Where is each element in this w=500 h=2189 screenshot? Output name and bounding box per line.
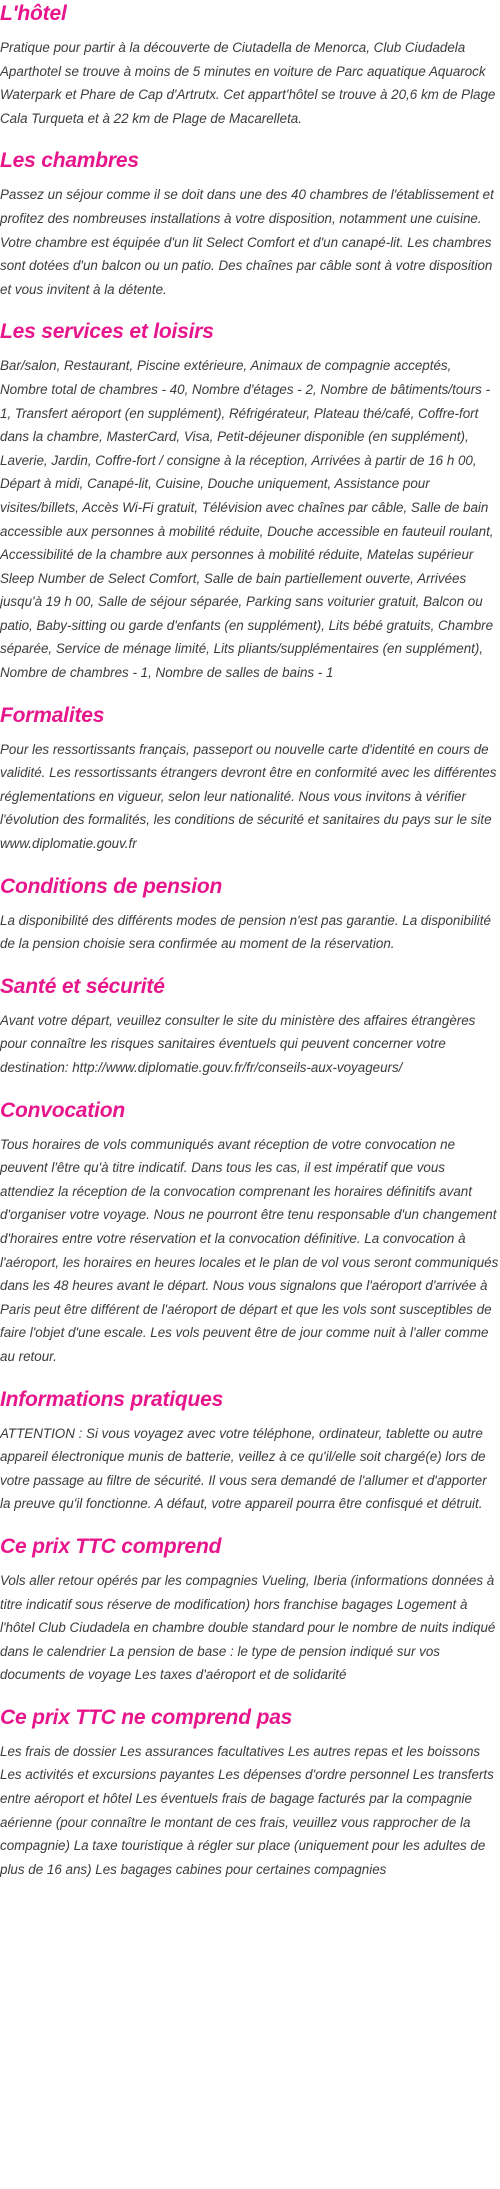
section-text-hotel: Pratique pour partir à la découverte de Ciutadella de Menorca, Club Ciudadela Aparthotel se trouve à moins de 5 minutes en voiture de Parc aquatique Aquarock Waterpark et Phare de Cap d'Artrutx. Cet appart'hôtel se trouve à 20,6 km de Plage Cala Turqueta et à 22 km de Plage de Macarelleta. [0, 40, 496, 126]
section-formalities [0, 702, 500, 856]
section-text-rooms: Passez un séjour comme il se doit dans une des 40 chambres de l'établissement et profitez des nombreuses installations à votre disposition, notamment une cuisine. Votre chambre est équipée d'un lit Select Comfort et d'un canapé-lit. Les chambres sont dotées d'un balcon ou un patio. Des chaînes par câble sont à votre disposition et vous invitent à la détente. [0, 187, 494, 297]
section-services [0, 318, 500, 684]
section-text-health-safety: Avant votre départ, veuillez consulter le site du ministère des affaires étrangères pour connaître les risques sanitaires éventuels qui peuvent concerner votre destination: http://www.diplomatie.gouv.fr/fr/conseils-aux-voyageurs/ [0, 1012, 476, 1075]
section-text-board-conditions: La disponibilité des différents modes de pension n'est pas garantie. La disponibilité de la pension choisie sera confirmée au moment de la réservation. [0, 912, 491, 952]
section-title-board-conditions: Conditions de pension [0, 874, 223, 898]
section-health-safety [0, 973, 500, 1080]
section-title-formalities: Formalites [0, 703, 105, 727]
section-title-services: Les services et loisirs [0, 320, 214, 344]
section-title-convocation: Convocation [0, 1098, 125, 1122]
section-price-includes [0, 1533, 500, 1687]
section-text-formalities: Pour les ressortissants français, passeport ou nouvelle carte d'identité en cours de validité. Les ressortissants étrangers devront être en conformité avec les différentes réglementations en vigueur, selon leur nationalité. Nous vous invitons à vérifier l'évolution des formalités, les conditions de sécurité et sanitaires du pays sur le site www.diplomatie.gouv.fr [0, 741, 497, 852]
section-title-hotel: L'hôtel [0, 2, 67, 25]
section-title-price-excludes: Ce prix TTC ne comprend pas [0, 1705, 293, 1729]
section-rooms [0, 147, 500, 301]
section-text-price-excludes: Les frais de dossier Les assurances facultatives Les autres repas et les boissons Les activités et excursions payantes Les dépenses d'ordre personnel Les transferts entre aéroport et hôtel Les éventuels frais de bagage facturés par la compagnie aérienne (pour connaître le montant de ces frais, veuillez vous rapprocher de la compagnie) La taxe touristique à régler sur place (uniquement pour les adultes de plus de 16 ans) Les bagages cabines pour certaines compagnies [0, 1743, 494, 1877]
section-board-conditions [0, 873, 500, 956]
section-hotel [0, 0, 500, 130]
section-title-practical-info: Informations pratiques [0, 1387, 224, 1411]
section-title-health-safety: Santé et sécurité [0, 974, 165, 998]
section-text-convocation: Tous horaires de vols communiqués avant réception de votre convocation ne peuvent l'être qu'à titre indicatif. Dans tous les cas, il est impératif que vous attendiez la réception de la convocation comprenant les horaires définitifs avant d'organiser votre voyage. Nous ne pourront être tenu responsable d'un changement d'horaires entre votre réservation et la convocation définitive. La convocation à l'aéroport, les horaires en heures locales et le plan de vol vous seront communiqués dans les 48 heures avant le départ. Nous vous signalons que l'aéroport d'arrivée à Paris peut être différent de l'aéroport de départ et que les vols sont susceptibles de faire l'objet d'une escale. Les vols peuvent être de jour comme nuit à l'aller comme au retour. [0, 1136, 499, 1364]
section-convocation [0, 1097, 500, 1369]
section-practical-info [0, 1386, 500, 1516]
section-title-price-includes: Ce prix TTC comprend [0, 1534, 222, 1558]
section-text-services: Bar/salon, Restaurant, Piscine extérieure, Animaux de compagnie acceptés, Nombre total de chambres - 40, Nombre d'étages - 2, Nombre de bâtiments/tours - 1, Transfert aéroport (en supplément), Réfrigérateur, Plateau thé/café, Coffre-fort dans la chambre, MasterCard, Visa, Petit-déjeuner disponible (en supplément), Laverie, Jardin, Coffre-fort / consigne à la réception, Arrivées à partir de 16 h 00, Départ à midi, Canapé-lit, Cuisine, Douche uniquement, Assistance pour visites/billets, Accès Wi-Fi gratuit, Télévision avec chaînes par câble, Salle de bain accessible aux personnes à mobilité réduite, Douche accessible en fauteuil roulant, Accessibilité de la chambre aux personnes à mobilité réduite, Matelas supérieur Sleep Number de Select Comfort, Salle de bain partiellement ouverte, Arrivées jusqu'à 19 h 00, Salle de séjour séparée, Parking sans voiturier gratuit, Balcon ou patio, Baby-sitting ou garde d'enfants (en supplément), Lits bébé gratuits, Chambre séparée, Service de ménage limité, Lits pliants/supplémentaires (en supplément), Nombre de chambres - 1, Nombre de salles de bains - 1 [0, 358, 494, 681]
section-text-price-includes: Vols aller retour opérés par les compagnies Vueling, Iberia (informations données à titre indicatif sous réserve de modification) hors franchise bagages Logement à l'hôtel Club Ciudadela en chambre double standard pour le nombre de nuits indiqué dans le calendrier La pension de base : le type de pension indiqué sur vos documents de voyage Les taxes d'aéroport et de solidarité [0, 1572, 496, 1683]
section-title-rooms: Les chambres [0, 149, 139, 173]
section-text-practical-info: ATTENTION : Si vous voyagez avec votre téléphone, ordinateur, tablette ou autre appareil électronique munis de batterie, veillez à ce qu'il/elle soit chargé(e) lors de votre passage au filtre de sécurité. Il vous sera demandé de l'allumer et d'apporter la preuve qu'il fonctionne. A défaut, votre appareil pourra être confisqué et détruit. [0, 1425, 487, 1512]
section-price-excludes [0, 1704, 500, 1882]
